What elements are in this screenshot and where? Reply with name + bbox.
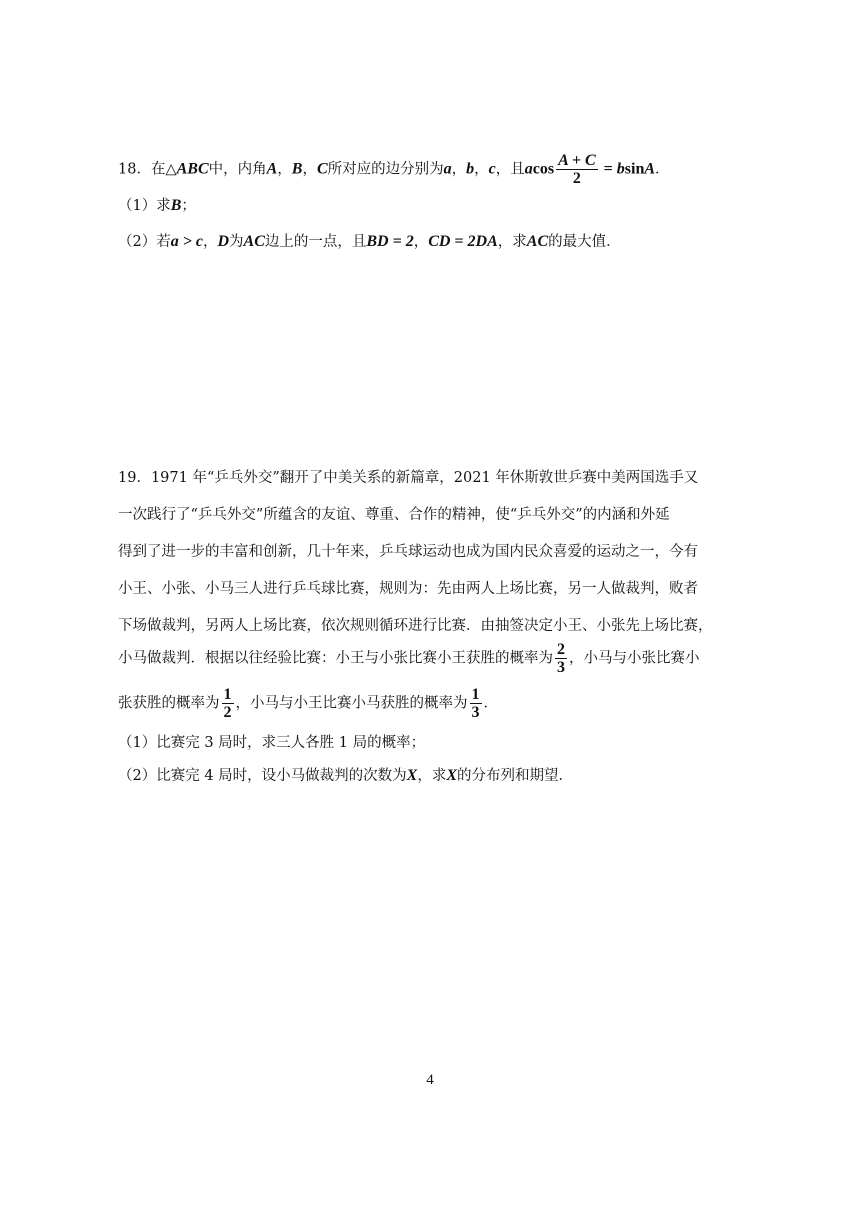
q19-fraction-2-3: $\frac{2}{3}$ xyxy=(557,641,565,676)
q18-part1: （1）求B； xyxy=(118,197,196,214)
page-number: 4 xyxy=(426,1072,434,1088)
q19-fraction-1-2: $\frac{1}{2}$ xyxy=(223,686,232,721)
q19-line-4: 小王、小张、小马三人进行乒乓球比赛，规则为：先由两人上场比赛，另一人做裁判，败者 xyxy=(118,581,698,597)
q19-line-2: 一次践行了“乒乓外交”所蕴含的友谊、尊重、合作的精神，使“乒乓外交”的内涵和外延 xyxy=(118,507,670,523)
q19-line-1: 19．1971 年“乒乓外交”翻开了中美关系的新篇章，2021 年休斯敦世乒赛中美两国选手又 xyxy=(118,470,699,486)
q19-fraction-1-3: $\frac{1}{3}$ xyxy=(471,686,480,721)
q19-line-6: 小马做裁判．根据以往经验比赛：小王与小张比赛小王获胜的概率为 $\frac{2}{3}$ ，小马与小张比赛小 xyxy=(118,641,700,676)
q19-part1: （1）比赛完 3 局时，求三人各胜 1 局的概率； xyxy=(118,735,426,751)
q19-line-5: 下场做裁判，另两人上场比赛，依次规则循环进行比赛．由抽签决定小王、小张先上场比赛， xyxy=(118,618,713,634)
q18-part2: （2）若a > c，D为AC边上的一点，且BD = 2，CD = 2DA，求AC的最大值． xyxy=(118,233,621,250)
q18-number: 18． xyxy=(118,161,151,178)
q19-part2: （2）比赛完 4 局时，设小马做裁判的次数为X，求X的分布列和期望． xyxy=(118,767,574,784)
q19-line-7: 张获胜的概率为 $\frac{1}{2}$ ，小马与小王比赛小马获胜的概率为 $\frac{1}{3}$ ． xyxy=(118,686,498,721)
q18-stem: 18．在△ABC中，内角A，B，C所对应的边分别为a，b，c，且acos $\frac{A + C}{2}$ = bsinA． xyxy=(118,152,670,187)
q19-line-3: 得到了进一步的丰富和创新，几十年来，乒乓球运动也成为国内民众喜爱的运动之一，今有 xyxy=(118,544,698,560)
q18-fraction: $\frac{A + C}{2}$ xyxy=(558,152,596,187)
